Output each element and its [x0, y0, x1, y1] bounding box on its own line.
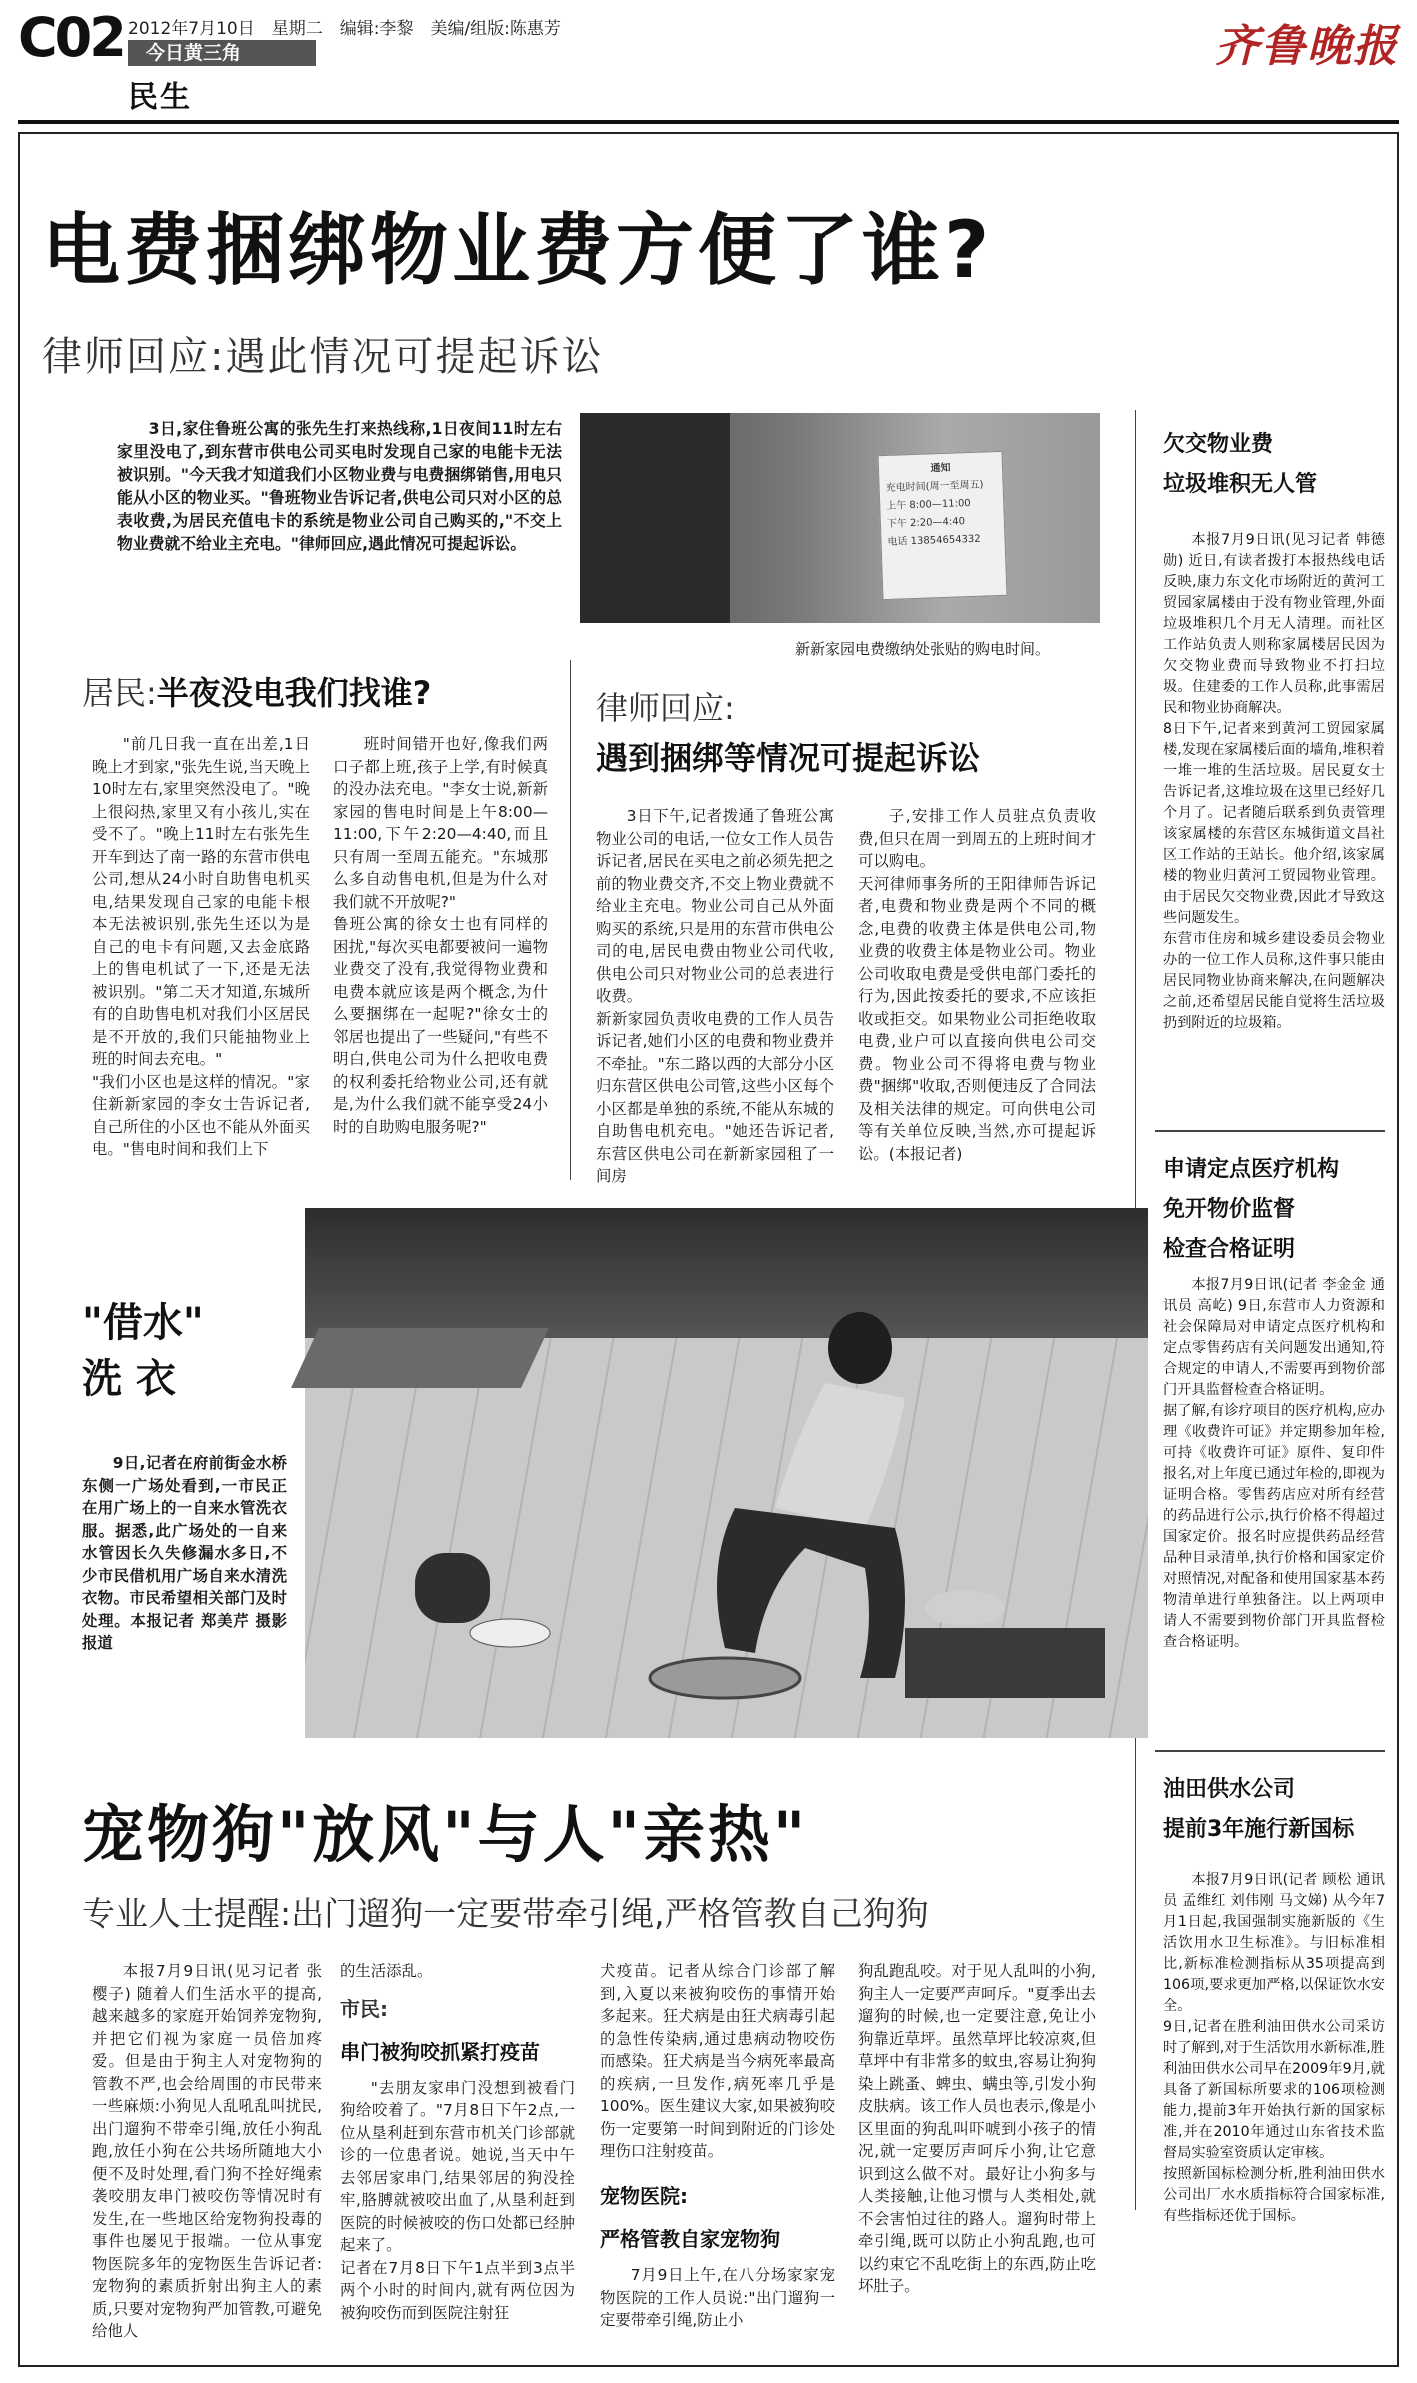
photo-title-line2: 洗 衣 — [82, 1356, 176, 1402]
story2-col2-body: "去朋友家串门没想到被看门狗给咬着了。"7月8日下午2点,一位从垦利赶到东营市机关门诊部就诊的一位患者说。她说,当天中午去邻居家串门,结果邻居的狗没拴牢,胳膊就被咬出血了,从垦利赶到医院的时候被咬的伤口处都已经肿起来了。 记者在7月8日下午1点半到3点半两个小时的时间内,就有两位因为被狗咬伤而到医院注射狂 — [340, 2078, 575, 2322]
story2-col3 — [600, 1960, 835, 2350]
sidebar-title-line: 油田供水公司 — [1163, 1777, 1296, 1802]
header-rule — [18, 120, 1399, 124]
notice-line: 下午 2:20—4:40 — [886, 516, 966, 530]
door-frame — [580, 413, 730, 623]
sidebar-item3-title — [1163, 1770, 1354, 1850]
story2-col2-label: 市民: — [340, 1996, 388, 2021]
story2-col3-title: 严格管教自家宠物狗 — [600, 2227, 780, 2251]
handbag — [415, 1553, 490, 1623]
photo-title-line1: "借水" — [82, 1300, 204, 1346]
bill-notice-photo — [580, 413, 1100, 623]
sidebar-title-line: 提前3年施行新国标 — [1163, 1817, 1355, 1842]
notice-line: 上午 8:00—11:00 — [886, 498, 971, 512]
sidebar-title-line: 申请定点医疗机构 — [1163, 1157, 1340, 1182]
woman-legs — [717, 1508, 905, 1678]
water-pipe-box — [905, 1628, 1105, 1698]
residents-col2: 班时间错开也好,像我们两口子都上班,孩子上学,有时候真的没办法充电。"李女士说,新新家园的售电时间是上午8:00—11:00,下午2:20—4:40,而且只有周一至周五能充。"东城那么多自动售电机,但是为什么对我们就不开放呢?" 鲁班公寓的徐女士也有同样的困扰,"每次买电都要被问一遍物业费交了没有,我觉得物业费和电费本就应该是两个概念,为什么要捆绑在一起呢?"徐女士的邻居也提出了一些疑问,"有些不明白,供电公司为什么把收电费的权利委托给物业公司,还有就是,为什么我们就不能享受24小时的自助购电服务呢?" — [333, 735, 548, 1136]
story1-subhead: 律师回应:遇此情况可提起诉讼 — [42, 334, 604, 380]
notice-line: 充电时间(周一至周五) — [885, 479, 984, 494]
wet-cloth — [925, 1590, 1005, 1626]
sidebar-item3-body: 本报7月9日讯(记者 顾松 通讯员 孟维红 刘伟刚 马文娣) 从今年7月1日起,我国强制实施新版的《生活饮用水卫生标准》。与旧标准相比,新标准检测指标从35项提高到106项,要求更加严格,以保证饮水安全。 9日,记者在胜利油田供水公司采访时了解到,对于生活饮用水新标准,胜利油田供水公司早在2009年9月,就具备了新国标所要求的106项检测能力,提前3年开始执行新的国家标准,并在2010年通过山东省技术监督局实验室资质认定审核。 按照新国标检测分析,胜利油田供水公司出厂水水质指标符合国家标准,有些指标还优于国标。 — [1163, 1872, 1385, 2224]
story2-col1: 本报7月9日讯(见习记者 张樱子) 随着人们生活水平的提高,越来越多的家庭开始饲养宠物狗,并把它们视为家庭一员倍加疼爱。但是由于狗主人对宠物狗的管教不严,也会给周围的市民带来一些麻烦:小狗见人乱吼乱叫扰民,出门遛狗不带牵引绳,放任小狗乱跑,放任小狗在公共场所随地大小便不及时处理,看门狗不拴好绳索袭咬朋友串门被咬伤等情况时有发生,在一些地区给宠物狗投毒的事件也屡见于报端。一位从事宠物医院多年的宠物医生告诉记者:宠物狗的素质折射出狗主人的素质,只要对宠物狗严加管教,可避免给他人 — [92, 1962, 322, 2340]
residents-title: 半夜没电我们找谁? — [156, 674, 432, 712]
story2-col2-intro: 的生活添乱。 — [340, 1962, 433, 1980]
column-divider — [570, 660, 571, 1180]
sidebar-title-line: 欠交物业费 — [1163, 432, 1274, 457]
sidebar-item1-title — [1163, 425, 1317, 505]
section-label: 民生 — [128, 80, 192, 115]
story2-col3-label: 宠物医院: — [600, 2184, 688, 2208]
lawyer-col2: 子,安排工作人员驻点负责收费,但只在周一到周五的上班时间才可以购电。 天河律师事务所的王阳律师告诉记者,电费和物业费是两个不同的概念,电费的收费主体是供电公司,物业费的收费主体是物业公司。物业公司收取电费是受供电部门委托的行为,因此按委托的要求,不应该拒收或拒交。如果物业公司拒绝收取电费,业户可以直接向供电公司交费。物业公司不得将电费与物业费"捆绑"收取,否则便违反了合同法及相关法律的规定。可向供电公司等有关单位反映,当然,亦可提起诉讼。(本报记者) — [858, 807, 1096, 1163]
sidebar-rule — [1155, 1130, 1385, 1132]
figure-illustration — [305, 1208, 1148, 1736]
photo-caption: 新新家园电费缴纳处张贴的购电时间。 — [795, 640, 1051, 658]
residents-label: 居民: — [82, 674, 157, 712]
story2-col2 — [340, 1960, 575, 2350]
column-tag: 今日黄三角 — [128, 40, 316, 66]
story1-lead: 3日,家住鲁班公寓的张先生打来热线称,1日夜间11时左右家里没电了,到东营市供电公司买电时发现自己家的电能卡无法被识别。"今天我才知道我们小区物业费与电费捆绑销售,用电只能从小区的物业买。"鲁班物业告诉记者,供电公司只对小区的总表收费,为居民充值电卡的系统是物业公司自己购买的,"不交上物业费就不给业主充电。"律师回应,遇此情况可提起诉讼。 — [117, 419, 562, 553]
story2-col2-title: 串门被狗咬抓紧打疫苗 — [340, 2039, 540, 2064]
date-line: 2012年7月10日 星期二 编辑:李黎 美编/组版:陈惠芳 — [128, 19, 561, 39]
washing-clothes-photo — [305, 1208, 1148, 1736]
sidebar-item1-body: 本报7月9日讯(见习记者 韩德勋) 近日,有读者拨打本报热线电话反映,康力东文化市场附近的黄河工贸园家属楼由于没有物业管理,外面垃圾堆积几个月无人清理。而社区工作站负责人则称家属楼居民因为欠交物业费而导致物业不打扫垃圾。住建委的工作人员称,此事需居民和物业协商解决。 8日下午,记者来到黄河工贸园家属楼,发现在家属楼后面的墙角,堆积着一堆一堆的生活垃圾。居民夏女士告诉记者,这堆垃圾在这里已经好几个月了。记者随后联系到负责管理该家属楼的东营区东城街道文昌社区工作站的王站长。他介绍,该家属楼的物业归黄河工贸园物业管理。由于居民欠交物业费,因此才导致这些问题发生。 东营市住房和城乡建设委员会物业办的一位工作人员称,这件事只能由居民同物业协商来解决,在问题解决之前,还希望居民能自觉将生活垃圾扔到附近的垃圾箱。 — [1163, 532, 1385, 1031]
photo-story-title — [82, 1295, 204, 1407]
lawyer-title: 遇到捆绑等情况可提起诉讼 — [596, 739, 981, 777]
residents-col1: "前几日我一直在出差,1日晚上才到家,"张先生说,当天晚上10时左右,家里突然没电了。"晚上很闷热,家里又有小孩儿,实在受不了。"晚上11时左右张先生开车到达了南一路的东营市供电公司,想从24小时自助售电机买电,结果发现自己家的电能卡根本无法被识别,张先生还以为是自己的电卡有问题,又去金底路上的售电机试了一下,还是无法被识别。"第二天才知道,东城所有的自助售电机对我们小区居民是不开放的,我们只能抽物业上班的时间去充电。" "我们小区也是这样的情况。"家住新新家园的李女士告诉记者,自己所住的小区也不能从外面买电。"售电时间和我们上下 — [92, 735, 310, 1158]
sidebar-item2-body: 本报7月9日讯(记者 李金金 通讯员 高屹) 9日,东营市人力资源和社会保障局对申请定点医疗机构和定点零售药店有关问题发出通知,符合规定的申请人,不需要再到物价部门开具监督检查合格证明。 据了解,有诊疗项目的医疗机构,应办理《收费许可证》并定期参加年检,可持《收费许可证》原件、复印件报名,对上年度已通过年检的,即视为证明合格。零售药店应对所有经营的药品进行公示,执行价格不得超过国家定价。报名时应提供药品经营品种目录清单,执行价格和国家定价对照情况,对配备和使用国家基本药物清单进行单独备注。以上两项申请人不需要到物价部门开具监督检查合格证明。 — [1163, 1277, 1385, 1650]
lawyer-col1: 3日下午,记者拨通了鲁班公寓物业公司的电话,一位女工作人员告诉记者,居民在买电之前必须先把之前的物业费交齐,不交上物业费就不给业主充电。物业公司自己从外面购买的系统,只是用的东营市供电公司的电,居民电费由物业公司代收,供电公司只对物业公司的总表进行收费。 新新家园负责收电费的工作人员告诉记者,她们小区的电费和物业费并不牵扯。"东二路以西的大部分小区归东营区供电公司管,这些小区每个小区都是单独的系统,不能从东城的自助售电机充电。"她还告诉记者,东营区供电公司在新新家园租了一间房 — [596, 807, 834, 1185]
residents-heading — [82, 668, 431, 714]
sneakers — [470, 1619, 550, 1647]
lawyer-label: 律师回应: — [596, 689, 735, 727]
story2-subhead: 专业人士提醒:出门遛狗一定要带牵引绳,严格管教自己狗狗 — [82, 1894, 929, 1933]
woman-head — [828, 1312, 892, 1384]
story2-col4: 狗乱跑乱咬。对于见人乱叫的小狗,狗主人一定要严声呵斥。"夏季出去遛狗的时候,也一定要注意,免让小狗靠近草坪。虽然草坪比较凉爽,但草坪中有非常多的蚊虫,容易让狗狗染上跳蚤、蜱虫、螨虫等,引发小狗皮肤病。该工作人员也表示,像是小区里面的狗乱叫吓唬到小孩子的情况,就一定要厉声呵斥小狗,让它意识到这么做不对。最好让小狗多与人类接触,让他习惯与人类相处,就不会害怕过往的路人。遛狗时带上牵引绳,既可以防止小狗乱跑,也可以约束它不乱吃街上的东西,防止吃坏肚子。 — [858, 1962, 1096, 2295]
sidebar-item2-title — [1163, 1150, 1339, 1270]
story1-headline: 电费捆绑物业费方便了谁? — [42, 206, 994, 296]
sidebar-rule — [1155, 1750, 1385, 1752]
notice-line: 电话 13854654332 — [887, 533, 981, 548]
sidebar-title-line: 免开物价监督 — [1163, 1197, 1296, 1222]
woman-torso — [775, 1383, 905, 1528]
notice-line: 通知 — [930, 462, 951, 475]
story2-col3-body: 7月9日上午,在八分场家家宠物医院的工作人员说:"出门遛狗一定要带牵引绳,防止小 — [600, 2266, 835, 2329]
posted-notice — [878, 451, 1008, 600]
photo-story-body: 9日,记者在府前街金水桥东侧一广场处看到,一市民正在用广场上的一自来水管洗衣服。据悉,此广场处的一自来水管因长久失修漏水多日,不少市民借机用广场自来水清洗衣物。市民希望相关部门及时处理。本报记者 郑美芹 摄影报道 — [82, 1454, 287, 1652]
newspaper-logo: 齐鲁晚报 — [1215, 21, 1399, 72]
sidebar-title-line: 垃圾堆积无人管 — [1163, 472, 1318, 497]
story2-headline: 宠物狗"放风"与人"亲热" — [82, 1798, 809, 1871]
sidebar-title-line: 检查合格证明 — [1163, 1237, 1296, 1262]
wash-basin — [650, 1658, 800, 1698]
page-number: C02 — [18, 6, 124, 69]
story2-col3-text: 犬疫苗。记者从综合门诊部了解到,入夏以来被狗咬伤的事情开始多起来。狂犬病是由狂犬病毒引起的急性传染病,通过患病动物咬伤而感染。狂犬病是当今病死率最高的疾病,一旦发作,病死率几乎是100%。医生建议大家,如果被狗咬伤一定要第一时间到附近的门诊处理伤口注射疫苗。 — [600, 1962, 835, 2160]
